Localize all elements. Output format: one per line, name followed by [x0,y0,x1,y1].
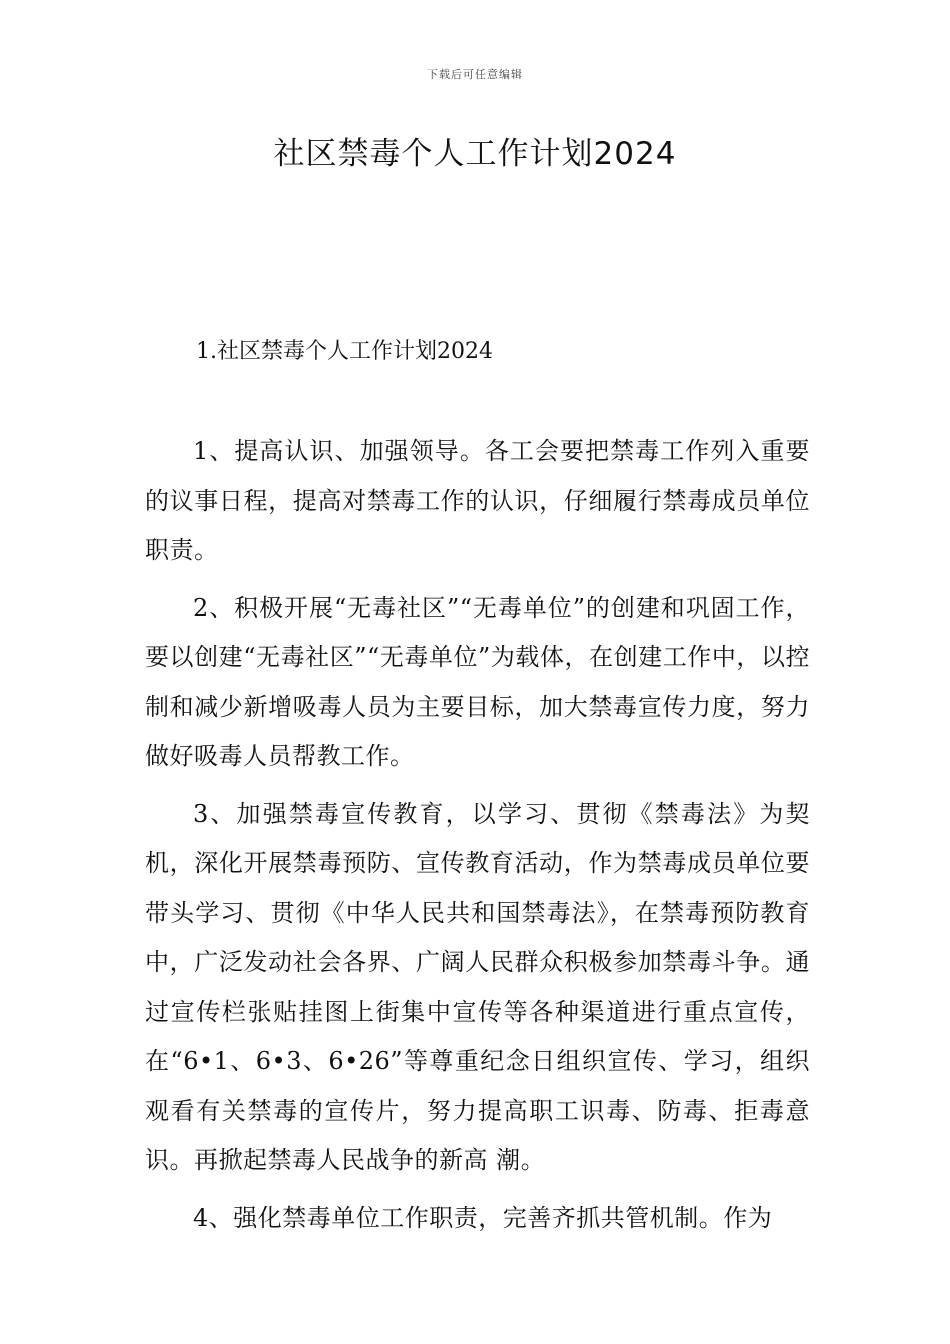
paragraph-4: 4、强化禁毒单位工作职责，完善齐抓共管机制。作为 [193,1203,773,1232]
document-body [145,427,810,1251]
document-title: 社区禁毒个人工作计划2024 [273,136,677,172]
paragraph-2: 2、积极开展“无毒社区”“无毒单位”的创建和巩固工作，要以创建“无毒社区”“无毒单位”为载体，在创建工作中，以控制和减少新增吸毒人员为主要目标，加大禁毒宣传力度，努力做好吸毒人员帮教工作。 [145,593,810,770]
section-heading: 1.社区禁毒个人工作计划2024 [196,339,493,364]
header-note: 下载后可任意编辑 [427,68,523,81]
paragraph-3: 3、加强禁毒宣传教育，以学习、贯彻《禁毒法》为契机，深化开展禁毒预防、宣传教育活动，作为禁毒成员单位要带头学习、贯彻《中华人民共和国禁毒法》，在禁毒预防教育中，广泛发动社会各界、广阔人民群众积极参加禁毒斗争。通过宣传栏张贴挂图上街集中宣传等各种渠道进行重点宣传，在“6•1、6•3、6•26”等尊重纪念日组织宣传、学习，组织观看有关禁毒的宣传片，努力提高职工识毒、防毒、拒毒意识。再掀起禁毒人民战争的新高 潮。 [145,799,810,1174]
paragraph-1: 1、提高认识、加强领导。各工会要把禁毒工作列入重要的议事日程，提高对禁毒工作的认识，仔细履行禁毒成员单位职责。 [145,437,810,564]
